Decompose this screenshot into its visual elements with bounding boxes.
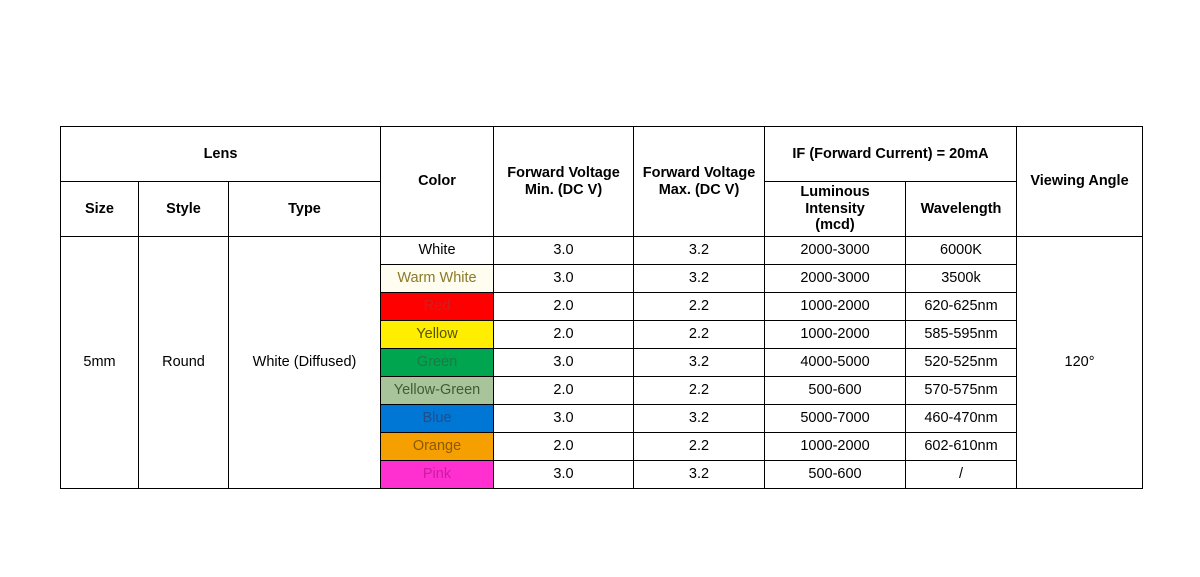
cell-luminous-intensity: 1000-2000 (765, 433, 906, 461)
cell-color-swatch: Red (381, 293, 494, 321)
cell-size: 5mm (61, 237, 139, 489)
cell-forward-voltage-max: 3.2 (634, 265, 765, 293)
table-row (61, 237, 1143, 265)
cell-luminous-intensity: 2000-3000 (765, 265, 906, 293)
header-fv-max-line1: Forward Voltage (642, 164, 756, 181)
header-luminous-line2: (mcd) (815, 217, 855, 234)
cell-color-swatch: Blue (381, 405, 494, 433)
cell-color-swatch: White (381, 237, 494, 265)
cell-wavelength: 602-610nm (906, 433, 1017, 461)
cell-luminous-intensity: 1000-2000 (765, 293, 906, 321)
cell-luminous-intensity: 1000-2000 (765, 321, 906, 349)
cell-color-swatch: Green (381, 349, 494, 377)
cell-color-swatch: Yellow (381, 321, 494, 349)
cell-color-swatch: Orange (381, 433, 494, 461)
cell-color-swatch: Warm White (381, 265, 494, 293)
header-luminous-line1: Luminous Intensity (800, 184, 870, 217)
cell-color-swatch: Pink (381, 461, 494, 489)
cell-forward-voltage-min: 2.0 (494, 377, 634, 405)
cell-color-swatch: Yellow-Green (381, 377, 494, 405)
cell-luminous-intensity: 2000-3000 (765, 237, 906, 265)
cell-forward-voltage-max: 2.2 (634, 293, 765, 321)
header-color: Color (381, 127, 494, 237)
cell-wavelength: 3500k (906, 265, 1017, 293)
cell-luminous-intensity: 500-600 (765, 377, 906, 405)
cell-forward-voltage-min: 3.0 (494, 237, 634, 265)
cell-forward-voltage-max: 2.2 (634, 377, 765, 405)
cell-forward-voltage-min: 2.0 (494, 321, 634, 349)
cell-style: Round (139, 237, 229, 489)
cell-forward-voltage-min: 3.0 (494, 349, 634, 377)
header-forward-voltage-min (494, 127, 634, 237)
cell-wavelength: 6000K (906, 237, 1017, 265)
header-fv-min-line2: Min. (DC V) (524, 181, 603, 198)
cell-wavelength: 570-575nm (906, 377, 1017, 405)
cell-forward-voltage-min: 3.0 (494, 405, 634, 433)
cell-forward-voltage-max: 3.2 (634, 237, 765, 265)
cell-forward-voltage-max: 3.2 (634, 405, 765, 433)
cell-forward-voltage-max: 2.2 (634, 433, 765, 461)
cell-forward-voltage-max: 3.2 (634, 461, 765, 489)
cell-luminous-intensity: 5000-7000 (765, 405, 906, 433)
cell-viewing-angle: 120° (1017, 237, 1143, 489)
header-size: Size (61, 182, 139, 237)
cell-wavelength: 585-595nm (906, 321, 1017, 349)
header-wavelength: Wavelength (906, 182, 1017, 237)
table-body (61, 237, 1143, 489)
header-fv-max-line2: Max. (DC V) (658, 181, 740, 198)
cell-luminous-intensity: 4000-5000 (765, 349, 906, 377)
header-lens-group: Lens (61, 127, 381, 182)
header-type: Type (229, 182, 381, 237)
header-forward-voltage-max (634, 127, 765, 237)
cell-forward-voltage-min: 2.0 (494, 293, 634, 321)
cell-forward-voltage-max: 2.2 (634, 321, 765, 349)
cell-wavelength: 520-525nm (906, 349, 1017, 377)
cell-forward-voltage-max: 3.2 (634, 349, 765, 377)
header-style: Style (139, 182, 229, 237)
cell-wavelength: 460-470nm (906, 405, 1017, 433)
cell-forward-voltage-min: 3.0 (494, 265, 634, 293)
cell-wavelength: 620-625nm (906, 293, 1017, 321)
table-header-row-1 (61, 127, 1143, 182)
cell-luminous-intensity: 500-600 (765, 461, 906, 489)
cell-forward-voltage-min: 2.0 (494, 433, 634, 461)
cell-type: White (Diffused) (229, 237, 381, 489)
header-fv-min-line1: Forward Voltage (507, 164, 620, 181)
table-header (61, 127, 1143, 237)
cell-wavelength: / (906, 461, 1017, 489)
header-viewing-angle: Viewing Angle (1017, 127, 1143, 237)
led-specification-table (60, 126, 1143, 489)
cell-forward-voltage-min: 3.0 (494, 461, 634, 489)
header-if-group: IF (Forward Current) = 20mA (765, 127, 1017, 182)
header-luminous-intensity (765, 182, 906, 237)
